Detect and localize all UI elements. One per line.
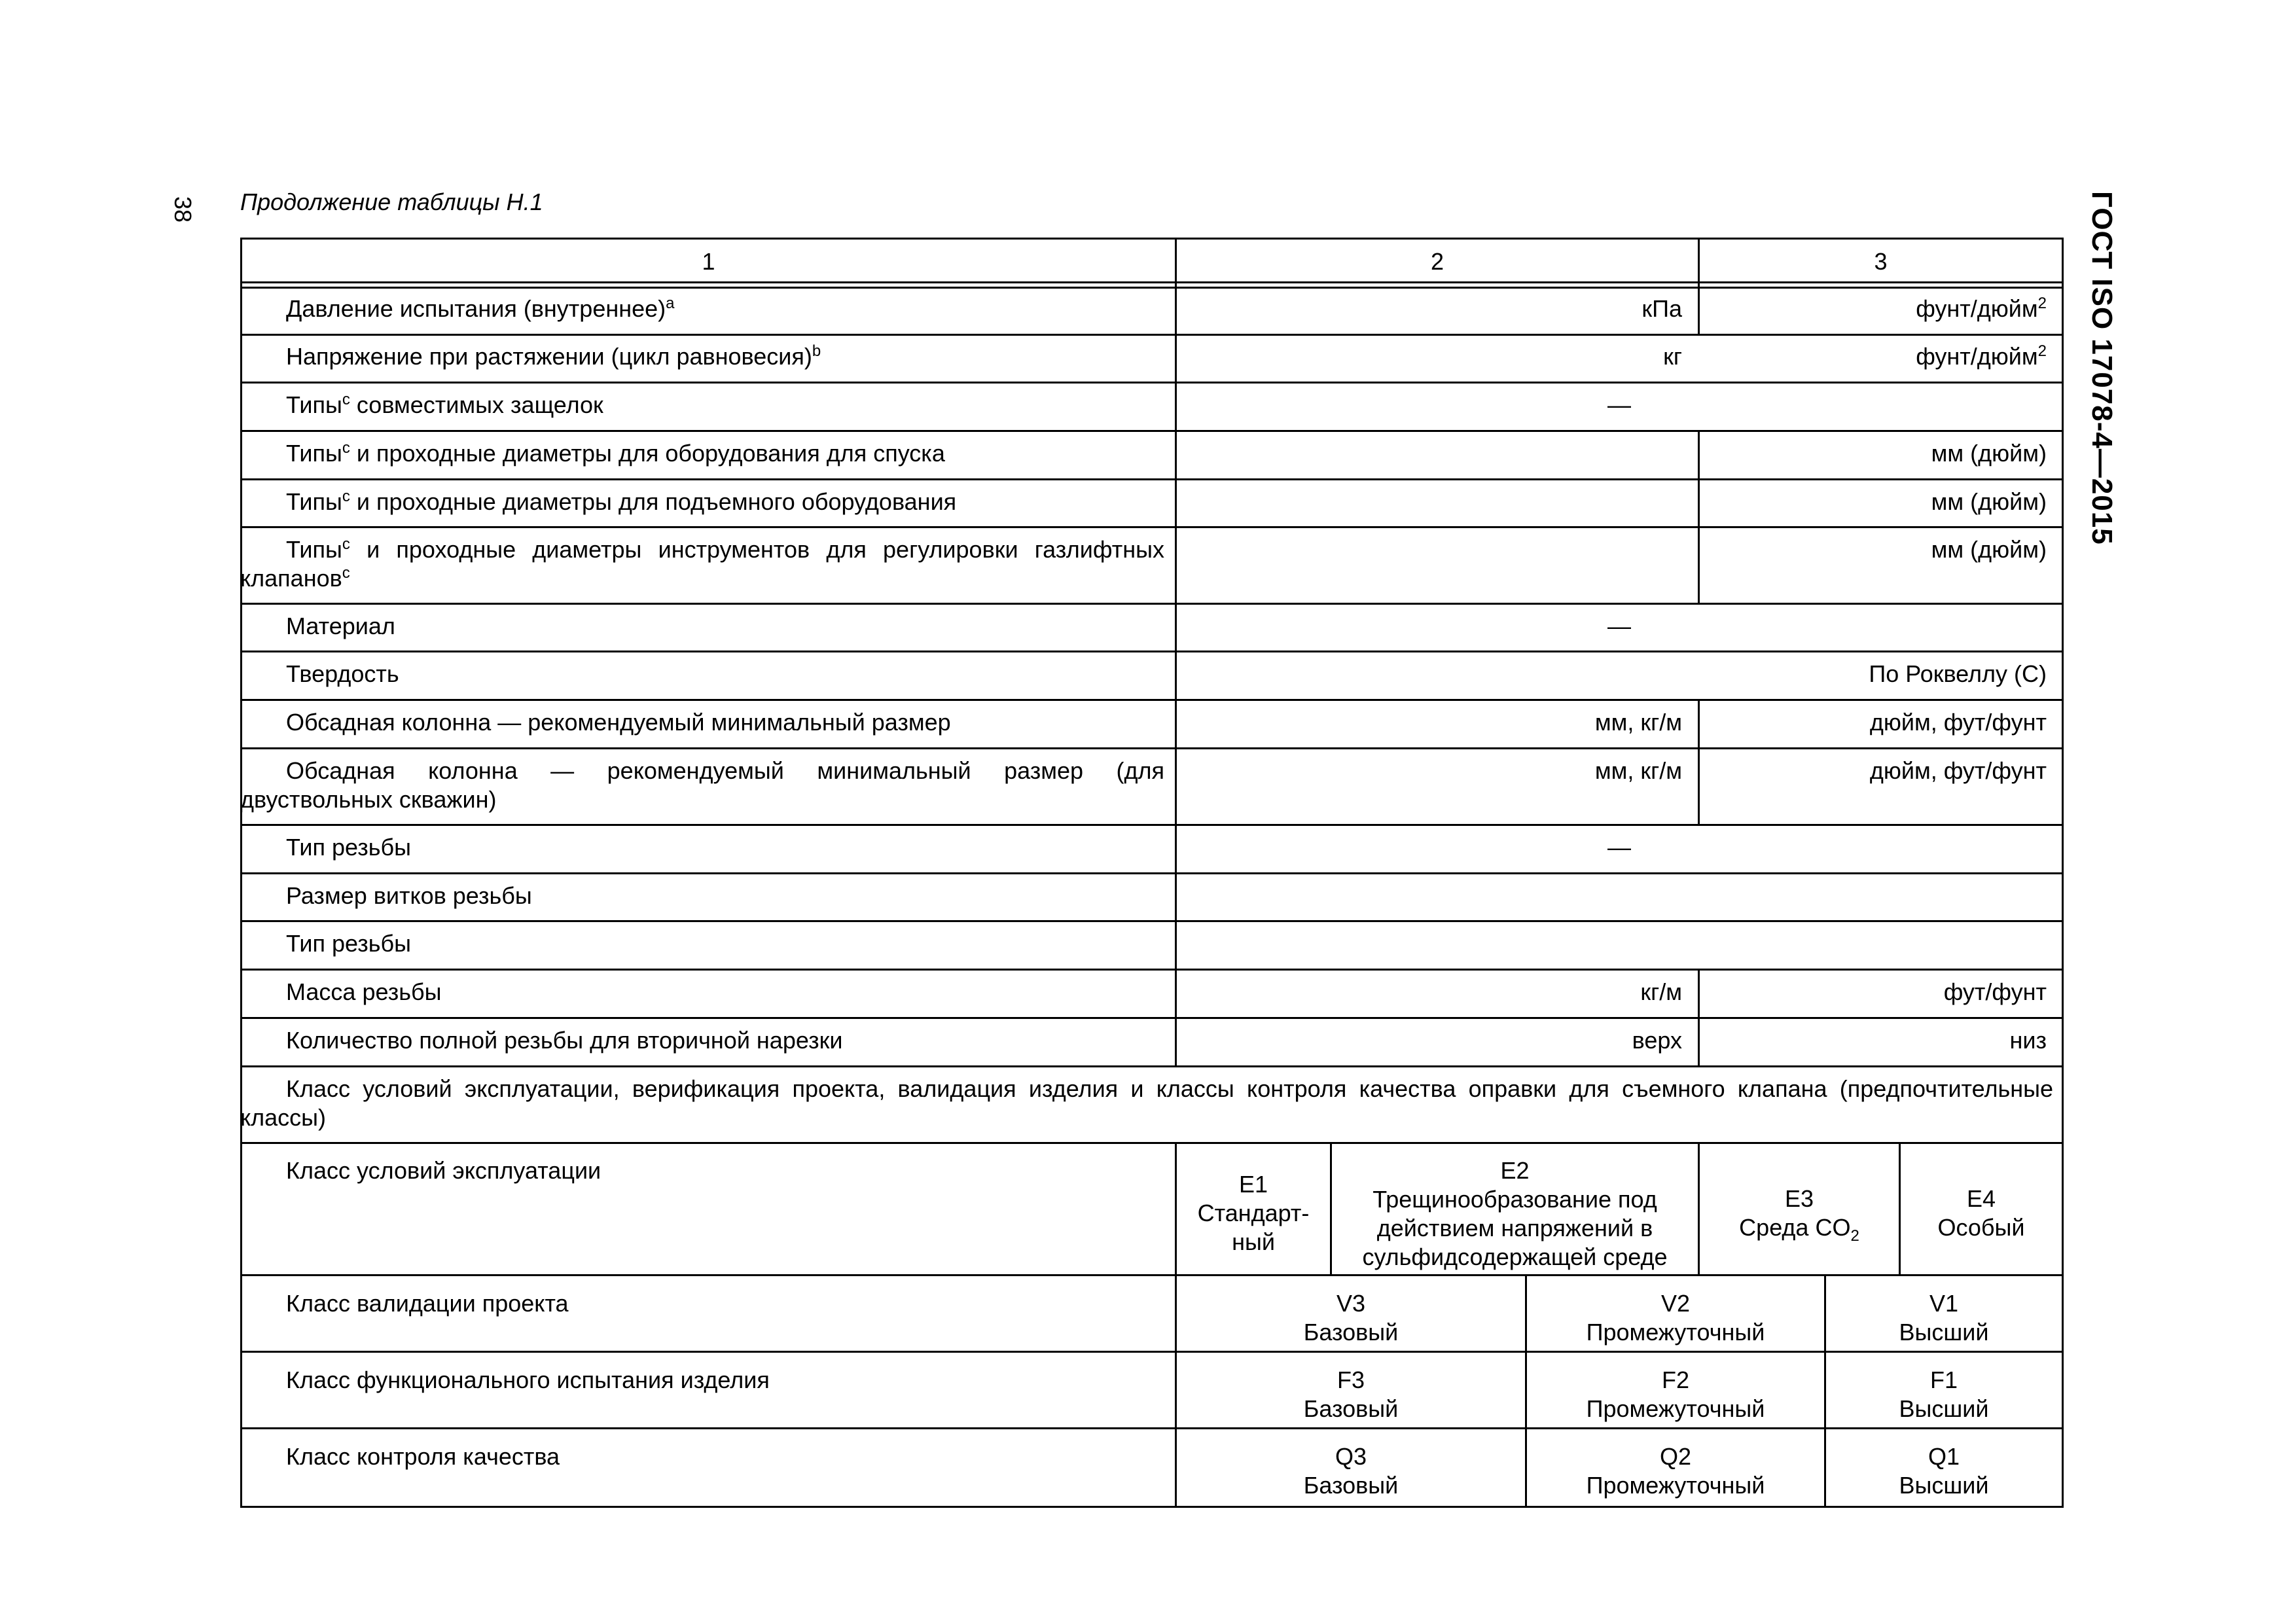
header-col-1: 1 xyxy=(702,248,715,275)
row-merged-value: — xyxy=(1607,613,1631,639)
row-unit-imperial: мм (дюйм) xyxy=(1931,536,2047,563)
grade-row-label: Класс контроля качества xyxy=(286,1443,560,1470)
service-class-e1: E1 Стандарт-ный xyxy=(1197,1171,1310,1255)
grade-cell: V1 Высший xyxy=(1899,1290,1989,1346)
row-unit-si: мм, кг/м xyxy=(1594,757,1682,784)
section-heading: Класс условий эксплуатации, верификация проекта, валидация изделия и классы контроля качества оправки для съемного клапана (предпочтительные классы) xyxy=(240,1075,2053,1131)
service-class-e4: E4 Особый xyxy=(1937,1185,2025,1241)
header-col-3: 3 xyxy=(1874,248,1888,275)
grade-cell: F3 Базовый xyxy=(1303,1366,1399,1422)
row-label: Типы$^c$ и проходные диаметры инструментов для регулировки газлифтных клапанов$^c$ xyxy=(240,535,1164,592)
row-label: Материал xyxy=(286,613,395,639)
grade-cell: F1 Высший xyxy=(1899,1366,1989,1422)
row-label: Размер витков резьбы xyxy=(286,882,532,909)
grade-cell: F2 Промежуточный xyxy=(1586,1366,1765,1422)
row-label: Обсадная колонна — рекомендуемый минимальный размер xyxy=(286,709,951,736)
grade-cell: Q2 Промежуточный xyxy=(1586,1443,1765,1499)
document-code: ГОСТ ISO 17078-4—2015 xyxy=(2086,191,2118,545)
row-unit-si: кг xyxy=(1663,343,1682,370)
row-unit-si: мм, кг/м xyxy=(1594,709,1682,736)
row-unit-si: верх xyxy=(1632,1027,1682,1054)
row-unit-imperial: низ xyxy=(2009,1027,2047,1054)
row-unit-imperial: мм (дюйм) xyxy=(1931,440,2047,467)
row-label: Напряжение при растяжении (цикл равновесия)$^b$ xyxy=(286,342,821,370)
table-caption: Продолжение таблицы Н.1 xyxy=(240,188,543,215)
row-label: Обсадная колонна — рекомендуемый минимальный размер (для двуствольных скважин) xyxy=(240,757,1164,813)
row-label: Типы$^c$ и проходные диаметры для подъемного оборудования xyxy=(286,488,957,515)
row-merged-value: — xyxy=(1607,834,1631,861)
row-unit-imperial: фут/фунт xyxy=(1943,978,2047,1005)
row-merged-value: — xyxy=(1607,391,1631,418)
row-label: Твердость xyxy=(286,660,399,687)
grade-cell: Q1 Высший xyxy=(1899,1443,1989,1499)
service-class-e2: E2 Трещинообразование под действием напряжений в сульфидсодержащей среде xyxy=(1362,1157,1668,1270)
row-label: Тип резьбы xyxy=(286,834,412,861)
row-label: Типы$^c$ и проходные диаметры для оборудования для спуска xyxy=(286,439,945,467)
row-label: Количество полной резьбы для вторичной нарезки xyxy=(286,1027,843,1054)
row-unit-imperial: фунт/дюйм$^2$ xyxy=(1916,294,2047,322)
service-class-label: Класс условий эксплуатации xyxy=(286,1157,601,1184)
row-unit-si: кПа xyxy=(1641,295,1682,322)
row-unit-si: кг/м xyxy=(1640,978,1682,1005)
header-col-2: 2 xyxy=(1430,248,1444,275)
row-unit-imperial: мм (дюйм) xyxy=(1931,488,2047,515)
service-class-e3: E3 Среда $CO_2$ xyxy=(1739,1185,1859,1245)
page-number: 38 xyxy=(170,196,196,223)
row-unit-imperial: фунт/дюйм$^2$ xyxy=(1916,342,2047,370)
grade-cell: V3 Базовый xyxy=(1303,1290,1399,1346)
row-label: Типы$^c$ совместимых защелок xyxy=(286,391,603,418)
row-label: Масса резьбы xyxy=(286,978,442,1005)
grade-cell: V2 Промежуточный xyxy=(1586,1290,1765,1346)
row-label: Тип резьбы xyxy=(286,930,412,957)
row-unit-imperial: дюйм, фут/фунт xyxy=(1869,709,2047,736)
grade-cell: Q3 Базовый xyxy=(1303,1443,1399,1499)
row-merged-value: По Роквеллу (С) xyxy=(1869,660,2047,687)
row-label: Давление испытания (внутреннее)$^a$ xyxy=(286,294,675,322)
row-unit-imperial: дюйм, фут/фунт xyxy=(1869,757,2047,784)
grade-row-label: Класс функционального испытания изделия xyxy=(286,1366,770,1393)
grade-row-label: Класс валидации проекта xyxy=(286,1290,569,1317)
